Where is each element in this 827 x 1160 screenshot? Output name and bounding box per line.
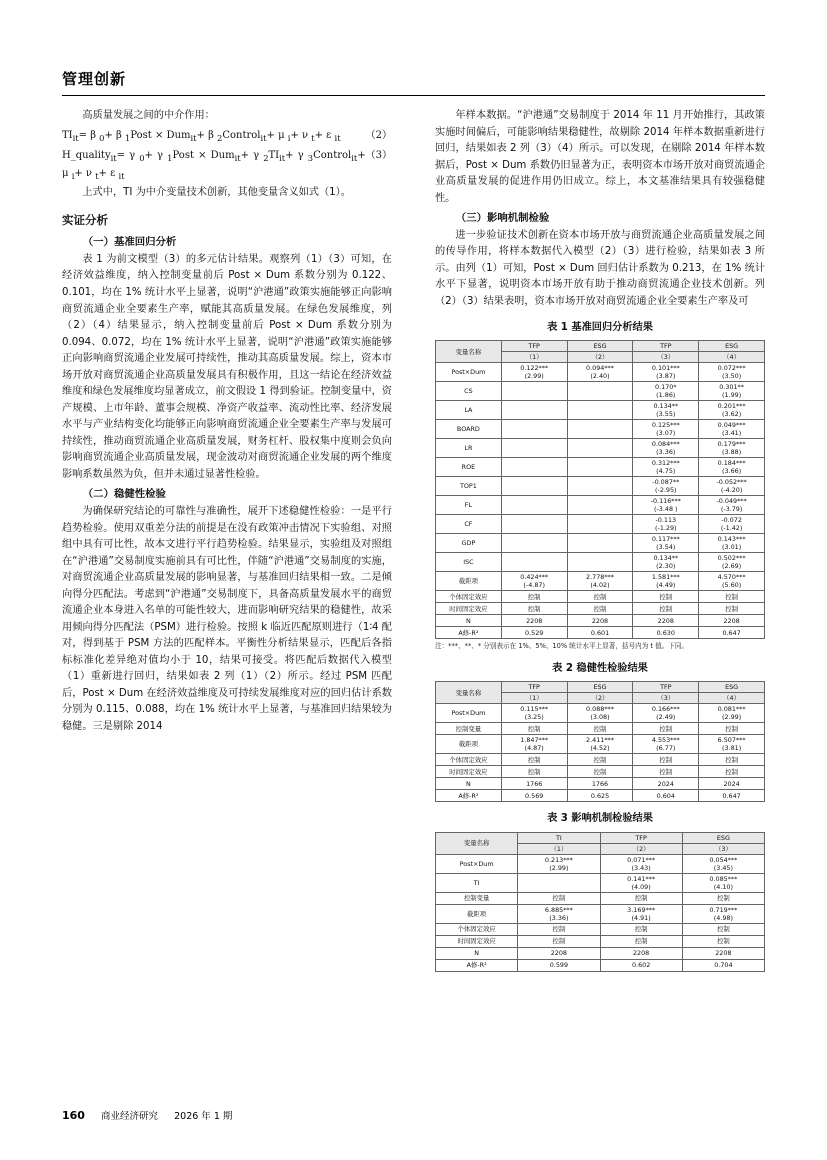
table-cell: 控制 — [699, 603, 765, 615]
table-cell: 控制 — [699, 591, 765, 603]
table-cell — [567, 496, 633, 515]
table-cell — [567, 458, 633, 477]
table2-col-4: ESG — [699, 682, 765, 693]
table-row — [436, 439, 765, 458]
paragraph: 表 1 为前文模型（3）的多元估计结果。观察列（1）（3）可知，在经济效益维度，纳入控制变量前后 Post × Dum 系数分别为 0.122、0.101，均在 1% 统计水平上显著，说明“沪港通”政策实施能够正向影响商贸流通企业全要素生产率，赋能其高质量发展。在绿色发展维度，列（2）（4）结果显示，纳入控制变量前后 Post × Dum 系数分别为 0.094、0.072，均在 1% 统计水平上显著，说明“沪港通”政策实施能够正向影响商贸流通企业发展可持续性，推动其高质量发展。综上，资本市场开放对商贸流通企业高质量发展具有积极作用，且这一结论在经济效益维度和绿色发展维度均显著成立，前文假设 1 得到验证。控制变量中，资产规模、上市年龄、董事会规模、净资产收益率、流动性比率、经济发展水平与产业结构变化均能够正向影响商贸流通企业全要素生产率与发展可持续性，推动商贸流通企业高质量发展，财务杠杆、股权集中度则会负向影响商贸流通企业高质量发展，现金波动对商贸流通企业发展的两个维度影响系数虽然为负，但并未通过显著性检验。 — [62, 253, 392, 480]
table-cell: 2208 — [682, 947, 764, 959]
row-label: 时间固定效应 — [436, 935, 518, 947]
table-cell: 0.085*** (4.10) — [682, 873, 764, 892]
table-cell: 控制 — [501, 766, 567, 778]
table-cell: 0.601 — [567, 627, 633, 639]
row-label: A修-R² — [436, 790, 502, 802]
table-cell: 控制 — [699, 754, 765, 766]
table-cell: 控制 — [633, 603, 699, 615]
table-cell: 0.143*** (3.01) — [699, 534, 765, 553]
table-cell: 控制 — [501, 723, 567, 735]
table-cell — [501, 553, 567, 572]
table2-col-3: TFP — [633, 682, 699, 693]
table-cell: 控制 — [600, 935, 682, 947]
table-row — [436, 401, 765, 420]
table-row — [436, 615, 765, 627]
table-row — [436, 515, 765, 534]
heading-empirical-analysis: 实证分析 — [62, 212, 108, 227]
row-label: 截距项 — [436, 572, 502, 591]
table-cell: -0.072 (-1.42) — [699, 515, 765, 534]
table-cell: 控制 — [501, 754, 567, 766]
table-cell: 6.885*** (3.36) — [518, 904, 600, 923]
table-cell: -0.052*** (-4.20) — [699, 477, 765, 496]
table-cell: -0.087** (-2.95) — [633, 477, 699, 496]
table-cell: 控制 — [633, 766, 699, 778]
table-cell: 2208 — [699, 615, 765, 627]
table-row — [436, 627, 765, 639]
table1 — [435, 340, 765, 639]
table-cell: 控制 — [600, 923, 682, 935]
table-cell: 0.647 — [699, 627, 765, 639]
table-cell: 0.134** (3.55) — [633, 401, 699, 420]
table-cell: 2208 — [633, 615, 699, 627]
table-cell: 0.049*** (3.41) — [699, 420, 765, 439]
paragraph: 高质量发展之间的中介作用： — [82, 110, 215, 121]
table-row — [436, 904, 765, 923]
table-cell: -0.049*** (-3.79) — [699, 496, 765, 515]
row-label: 时间固定效应 — [436, 766, 502, 778]
table-cell: 0.599 — [518, 959, 600, 971]
table-cell — [501, 382, 567, 401]
table-row — [436, 420, 765, 439]
table-cell: 控制 — [633, 723, 699, 735]
issue-label: 2026 年 1 期 — [174, 1111, 233, 1122]
table-cell: 2208 — [567, 615, 633, 627]
table-row — [436, 790, 765, 802]
table-row — [436, 603, 765, 615]
formula-3-body: H_quality$_{it}$= γ $_0$+ γ $_1$Post × Dum$_{it}$+ γ $_2TI_{it}+ \gamma$ $_3$Control$_{it}$+ μ $_i$+ ν $_t$+ ε $_{it}$ — [62, 149, 366, 181]
table1-col-2: ESG — [567, 341, 633, 352]
table3-col-3: ESG — [682, 832, 764, 843]
table1-subcol-4: （4） — [699, 352, 765, 363]
table3-subcol-1: （1） — [518, 843, 600, 854]
table-cell: 0.054*** (3.45) — [682, 854, 764, 873]
table-row — [436, 553, 765, 572]
table2-col-2: ESG — [567, 682, 633, 693]
table2-header-row — [436, 682, 765, 693]
table2-header — [436, 682, 765, 704]
row-label: TOP1 — [436, 477, 502, 496]
table-cell: 0.141*** (4.09) — [600, 873, 682, 892]
table-cell: 0.179*** (3.88) — [699, 439, 765, 458]
table3-col-1: TI — [518, 832, 600, 843]
table-cell: 3.169*** (4.91) — [600, 904, 682, 923]
table-row — [436, 458, 765, 477]
left-column — [62, 108, 392, 735]
table-cell: 0.704 — [682, 959, 764, 971]
table-cell: 0.604 — [633, 790, 699, 802]
journal-name: 商业经济研究 — [101, 1111, 159, 1122]
table-cell: 控制 — [567, 723, 633, 735]
article-body — [62, 108, 765, 1078]
table-cell: 0.122*** (2.99) — [501, 363, 567, 382]
table-cell: 0.213*** (2.99) — [518, 854, 600, 873]
table-cell — [567, 382, 633, 401]
table-cell: 0.170* (1.86) — [633, 382, 699, 401]
table-row — [436, 704, 765, 723]
row-label: 个体固定效应 — [436, 591, 502, 603]
table-cell: 控制 — [682, 892, 764, 904]
table-cell: 0.301** (1.99) — [699, 382, 765, 401]
paragraph: 年样本数据。“沪港通”交易制度于 2014 年 11 月开始推行，其政策实施时间偏后，可能影响结果稳健性，故剔除 2014 年样本数据重新进行回归，结果如表 2 列（3）（4）所示。可以发现，在剔除 2014 年样本数据后，Post × Dum 系数仍旧显著为正，表明资本市场开放对商贸流通企业高质量发展的促进作用仍旧成立。综上，本文基准结果具有较强稳健性。 — [435, 110, 765, 204]
table-cell: 0.312*** (4.75) — [633, 458, 699, 477]
table-cell — [567, 401, 633, 420]
row-label: LR — [436, 439, 502, 458]
table-cell — [567, 553, 633, 572]
table-cell: 0.072*** (3.50) — [699, 363, 765, 382]
table3-subcol-2: （2） — [600, 843, 682, 854]
table-cell: 控制 — [567, 766, 633, 778]
table-cell: 0.081*** (2.99) — [699, 704, 765, 723]
table-cell — [567, 420, 633, 439]
table-cell — [501, 496, 567, 515]
table-cell: 0.117*** (3.54) — [633, 534, 699, 553]
table-cell: 2.778*** (4.02) — [567, 572, 633, 591]
row-label: 控制变量 — [436, 723, 502, 735]
table-cell — [567, 515, 633, 534]
table-row — [436, 778, 765, 790]
table1-subcol-2: （2） — [567, 352, 633, 363]
paragraph: 上式中，TI 为中介变量技术创新，其他变量含义如式（1）。 — [82, 186, 351, 198]
right-column — [435, 108, 765, 972]
table2-body — [436, 704, 765, 802]
table3 — [435, 832, 765, 972]
section-title: 管理创新 — [62, 70, 127, 88]
table-cell: 0.101*** (3.87) — [633, 363, 699, 382]
table-cell: 2024 — [699, 778, 765, 790]
table2-caption: 表 2 稳健性检验结果 — [552, 662, 648, 674]
formula-2-number: （2） — [365, 129, 392, 141]
table1-subcol-3: （3） — [633, 352, 699, 363]
table1-col-0: 变量名称 — [436, 341, 502, 363]
table-cell: 控制 — [699, 723, 765, 735]
table3-col-0: 变量名称 — [436, 832, 518, 854]
table1-header — [436, 341, 765, 363]
table-cell: 0.529 — [501, 627, 567, 639]
page-footer — [62, 1108, 232, 1122]
formula-3 — [62, 147, 392, 183]
row-label: FL — [436, 496, 502, 515]
table-cell: 控制 — [633, 754, 699, 766]
row-label: ISC — [436, 553, 502, 572]
table-cell: 2208 — [600, 947, 682, 959]
table-row — [436, 382, 765, 401]
table-row — [436, 892, 765, 904]
row-label: 截距项 — [436, 735, 502, 754]
table-cell: 控制 — [682, 935, 764, 947]
table-row — [436, 935, 765, 947]
table2-col-0: 变量名称 — [436, 682, 502, 704]
table2-subcol-1: （1） — [501, 693, 567, 704]
table-cell — [501, 534, 567, 553]
table-cell: 0.647 — [699, 790, 765, 802]
page-header — [62, 68, 765, 96]
table-cell — [501, 420, 567, 439]
table-cell: 2.411*** (4.52) — [567, 735, 633, 754]
table-cell: 0.424*** (-4.87) — [501, 572, 567, 591]
table-cell: 控制 — [501, 591, 567, 603]
table-cell: 0.201*** (3.62) — [699, 401, 765, 420]
table-cell — [501, 439, 567, 458]
table1-note: 注：***、**、* 分别表示在 1%、5%、10% 统计水平上显著，括号内为 t 值。下同。 — [435, 642, 689, 651]
table-cell: 0.084*** (3.36) — [633, 439, 699, 458]
table-cell: 0.719*** (4.98) — [682, 904, 764, 923]
table-row — [436, 477, 765, 496]
subheading-baseline-regression: （一）基准回归分析 — [82, 236, 177, 249]
table-row — [436, 766, 765, 778]
row-label: A修-R² — [436, 627, 502, 639]
row-label: ROE — [436, 458, 502, 477]
table-cell: 0.602 — [600, 959, 682, 971]
page-number: 160 — [62, 1109, 85, 1122]
table3-header-row — [436, 832, 765, 843]
subheading-robustness: （二）稳健性检验 — [82, 488, 166, 501]
table-cell: -0.113 (-1.29) — [633, 515, 699, 534]
row-label: Post×Dum — [436, 704, 502, 723]
paragraph: 进一步验证技术创新在资本市场开放与商贸流通企业高质量发展之间的传导作用，将样本数据代入模型（2）（3）进行检验，结果如表 3 所示。由列（1）可知，Post × Dum 回归估计系数为 0.213，在 1% 统计水平下显著，说明资本市场开放有助于推动商贸流通企业技术创新。列（2）（3）结果表明，资本市场开放对商贸流通企业全要素生产率及可 — [435, 229, 765, 307]
row-label: Post×Dum — [436, 363, 502, 382]
row-label: A修-R² — [436, 959, 518, 971]
table-row — [436, 591, 765, 603]
table-row — [436, 723, 765, 735]
table1-caption: 表 1 基准回归分析结果 — [547, 321, 653, 333]
row-label: LA — [436, 401, 502, 420]
table-cell: 控制 — [518, 935, 600, 947]
table3-header — [436, 832, 765, 854]
row-label: N — [436, 778, 502, 790]
table-cell: 控制 — [518, 923, 600, 935]
header-divider — [62, 95, 765, 96]
table-cell — [501, 401, 567, 420]
table-cell: 1766 — [567, 778, 633, 790]
row-label: BOARD — [436, 420, 502, 439]
table-cell: 4.570*** (5.60) — [699, 572, 765, 591]
table-cell: 控制 — [699, 766, 765, 778]
table-row — [436, 947, 765, 959]
table-cell — [567, 477, 633, 496]
table-cell: 1766 — [501, 778, 567, 790]
table-row — [436, 923, 765, 935]
table-cell — [518, 873, 600, 892]
table-cell — [501, 458, 567, 477]
subheading-mechanism-test: （三）影响机制检验 — [455, 212, 550, 225]
table-cell: 1.847*** (4.87) — [501, 735, 567, 754]
table-row — [436, 496, 765, 515]
table-cell: 控制 — [633, 591, 699, 603]
formula-2 — [62, 127, 392, 145]
table-cell: 0.115*** (3.25) — [501, 704, 567, 723]
table-cell: 0.071*** (3.43) — [600, 854, 682, 873]
row-label: CS — [436, 382, 502, 401]
table1-header-row — [436, 341, 765, 352]
table-cell: 1.581*** (4.49) — [633, 572, 699, 591]
table-cell: 控制 — [501, 603, 567, 615]
table1-col-4: ESG — [699, 341, 765, 352]
table-row — [436, 873, 765, 892]
table-cell: 0.625 — [567, 790, 633, 802]
table3-caption: 表 3 影响机制检验结果 — [547, 813, 653, 825]
table-row — [436, 534, 765, 553]
table-cell: 2024 — [633, 778, 699, 790]
table-row — [436, 572, 765, 591]
table-cell: 0.569 — [501, 790, 567, 802]
table3-col-2: TFP — [600, 832, 682, 843]
table-cell — [501, 477, 567, 496]
row-label: 截距项 — [436, 904, 518, 923]
table3-body — [436, 854, 765, 971]
formula-3-number: （3） — [365, 149, 392, 161]
table-cell: 2208 — [501, 615, 567, 627]
table-cell: 0.125*** (3.07) — [633, 420, 699, 439]
table-cell: 4.553*** (6.77) — [633, 735, 699, 754]
row-label: TI — [436, 873, 518, 892]
row-label: GDP — [436, 534, 502, 553]
row-label: 个体固定效应 — [436, 754, 502, 766]
table-cell: 0.502*** (2.69) — [699, 553, 765, 572]
table-row — [436, 854, 765, 873]
paragraph: 为确保研究结论的可靠性与准确性，展开下述稳健性检验：一是平行趋势检验。使用双重差分法的前提是在没有政策冲击情况下实验组、对照组中具有可比性，故本文进行平行趋势检验。结果显示，实验组及对照组在“沪港通”交易制度实施前具有可比性，伴随“沪港通”交易制度的实施，对商贸流通企业高质量发展的影响显著，与基准回归结果相一致。二是倾向得分匹配法。考虑到“沪港通”交易制度下，具备高质量发展水平的商贸流通企业本身进入名单的可能性较大，进而影响研究结果的稳健性，故采用倾向得分匹配法（PSM）进行检验。按照 k 临近匹配原则进行（1∶4 配对，得到基于 PSM 方法的匹配样本。平衡性分析结果显示，匹配后各指标标准化差异绝对值均小于 10，结果可接受。将匹配后数据代入模型（1）重新进行回归，结果如表 2 列（1）（2）所示。经过 PSM 匹配后，Post × Dum 在经济效益维度及可持续发展维度对应的回归估计系数分别为 0.115、0.088，均在 1% 统计水平上显著，与基准回归结果较为稳健。三是剔除 2014 — [62, 506, 392, 732]
table1-col-3: TFP — [633, 341, 699, 352]
table-cell: 控制 — [567, 754, 633, 766]
table-cell: 0.088*** (3.08) — [567, 704, 633, 723]
table-cell — [567, 534, 633, 553]
table-cell: 6.507*** (3.81) — [699, 735, 765, 754]
table-cell: 控制 — [518, 892, 600, 904]
table1-body — [436, 363, 765, 639]
table-cell: 0.184*** (3.66) — [699, 458, 765, 477]
table1-col-1: TFP — [501, 341, 567, 352]
table-row — [436, 754, 765, 766]
table-cell: 0.134** (2.30) — [633, 553, 699, 572]
row-label: 控制变量 — [436, 892, 518, 904]
table-cell: 2208 — [518, 947, 600, 959]
table-cell: 控制 — [600, 892, 682, 904]
table-cell: 控制 — [682, 923, 764, 935]
row-label: N — [436, 947, 518, 959]
row-label: CF — [436, 515, 502, 534]
formula-2-body: $TI_{it}= \beta$ $_0$+ β $_1$Post × Dum$_{it}$+ β $_2$Control$_{it}$+ μ $_i$+ ν $_t$+ ε $_{it}$ — [62, 129, 341, 143]
table2-subcol-3: （3） — [633, 693, 699, 704]
table-cell — [567, 439, 633, 458]
table2-subcol-4: （4） — [699, 693, 765, 704]
table-row — [436, 735, 765, 754]
table-cell: 控制 — [567, 591, 633, 603]
row-label: 个体固定效应 — [436, 923, 518, 935]
table-cell: 控制 — [567, 603, 633, 615]
table-row — [436, 363, 765, 382]
table3-subcol-3: （3） — [682, 843, 764, 854]
table-cell: 0.630 — [633, 627, 699, 639]
table-row — [436, 959, 765, 971]
table2 — [435, 681, 765, 802]
table-cell: -0.116*** (-3.48 ) — [633, 496, 699, 515]
table-cell — [501, 515, 567, 534]
table2-col-1: TFP — [501, 682, 567, 693]
table2-subcol-2: （2） — [567, 693, 633, 704]
table-cell: 0.094*** (2.40) — [567, 363, 633, 382]
table-cell: 0.166*** (2.49) — [633, 704, 699, 723]
row-label: N — [436, 615, 502, 627]
row-label: Post×Dum — [436, 854, 518, 873]
row-label: 时间固定效应 — [436, 603, 502, 615]
table1-subcol-1: （1） — [501, 352, 567, 363]
